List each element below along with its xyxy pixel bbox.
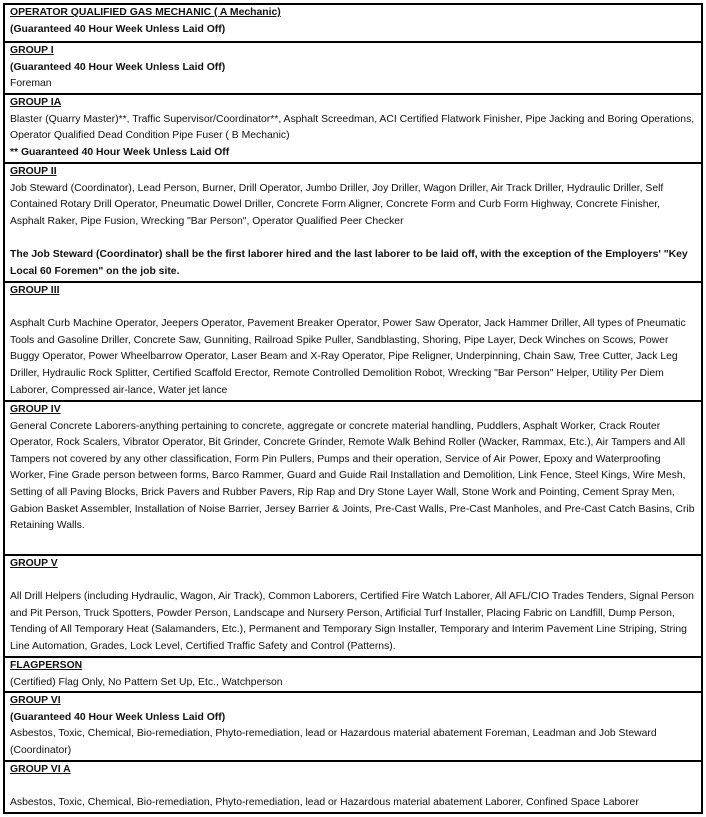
section-flagperson: [5, 656, 701, 691]
section-title: GROUP II: [10, 166, 57, 177]
section-note: The Job Steward (Coordinator) shall be the first laborer hired and the last laborer to be laid off, with the exception of the Employers' "Key Local 60 Foremen" on the job site.: [10, 248, 688, 277]
section-text: Asbestos, Toxic, Chemical, Bio-remediation, Phyto-remediation, lead or Hazardous material abatement Laborer, Confined Space Laborer: [10, 797, 639, 809]
section-group-5: [5, 554, 701, 656]
section-text: All Drill Helpers (including Hydraulic, Wagon, Air Track), Common Laborers, Certified Fire Watch Laborer, All AFL/CIO Trades Tenders, Signal Person and Pit Person, Truck Spotters, Powder Person, Landscape and Nursery Person, Artificial Turf Installer, Placing Fabric on Landfill, Dump Person, Tending of All Temporary Heat (Salamanders, Etc.), Permanent and Temporary Sign Installer, Temporary and Interim Pavement Line Striping, String Line Automation, Grades, Lock Level, Certified Traffic Safety and Control (Patterns).: [10, 591, 694, 652]
section-group-3: [5, 281, 701, 400]
section-text: Foreman: [10, 78, 52, 90]
section-group-4: [5, 400, 701, 554]
section-note: (Guaranteed 40 Hour Week Unless Laid Off): [10, 711, 226, 723]
section-title: FLAGPERSON: [10, 660, 83, 671]
section-text: General Concrete Laborers-anything pertaining to concrete, aggregate or concrete material handling, Puddlers, Asphalt Worker, Crack Router Operator, Rock Scalers, Vibrator Operator, Bit Grinder, Concrete Grinder, Remote Walk Behind Roller (Wacker, Rammax, Etc.), Air Tampers and All Tampers not covered by any other classification, Form Pin Pullers, Pumps and their operation, Service of Air Power, Epoxy and Waterproofing Worker, Fine Grade person between forms, Barco Rammer, Guard and Guide Rail Installation and Demolition, Link Fence, Steel Kings, Wire Mesh, Setting of all Paving Blocks, Brick Pavers and Rubber Pavers, Rip Rap and Dry Stone Layer Wall, Stone Work and Pointing, Cement Spray Men, Gabion Basket Assembler, Installation of Noise Barrier, Jersey Barrier & Joints, Pre-Cast Walls, Pre-Cast Manholes, and Pre-Cast Catch Basins, Crib Retaining Walls.: [10, 420, 695, 532]
section-note: ** Guaranteed 40 Hour Week Unless Laid Off: [10, 146, 230, 158]
section-group-6: [5, 691, 701, 760]
section-title: GROUP V: [10, 558, 58, 569]
section-group-1a: [5, 93, 701, 162]
section-title: GROUP IA: [10, 97, 62, 108]
section-text: (Certified) Flag Only, No Pattern Set Up, Etc., Watchperson: [10, 676, 283, 688]
section-title: OPERATOR QUALIFIED GAS MECHANIC ( A Mechanic): [10, 7, 281, 18]
section-text: Asbestos, Toxic, Chemical, Bio-remediation, Phyto-remediation, lead or Hazardous material abatement Foreman, Leadman and Job Steward (Coordinator): [10, 728, 657, 756]
section-text: Job Steward (Coordinator), Lead Person, Burner, Drill Operator, Jumbo Driller, Joy Driller, Wagon Driller, Air Track Driller, Hydraulic Driller, Self Contained Rotary Drill Operator, Pneumatic Dowel Driller, Concrete Form Aligner, Concrete Form and Curb Form Highway, Concrete Finisher, Asphalt Raker, Pipe Fusion, Wrecking "Bar Person", Operator Qualified Peer Checker: [10, 182, 664, 227]
section-title: GROUP IV: [10, 404, 61, 415]
section-title: GROUP VI: [10, 695, 61, 706]
section-gas-mechanic: [5, 5, 701, 41]
section-note: (Guaranteed 40 Hour Week Unless Laid Off): [10, 61, 226, 73]
section-group-1: [5, 41, 701, 93]
section-group-2: [5, 162, 701, 281]
section-title: GROUP III: [10, 285, 60, 296]
section-note: (Guaranteed 40 Hour Week Unless Laid Off): [10, 23, 226, 35]
section-title: GROUP VI A: [10, 764, 71, 775]
section-group-6a: [5, 760, 701, 812]
section-text: Asphalt Curb Machine Operator, Jeepers Operator, Pavement Breaker Operator, Power Saw Operator, Jack Hammer Driller, All types of Pneumatic Tools and Gasoline Driller, Concrete Saw, Gunniting, Railroad Spike Puller, Sandblasting, Shoring, Pipe Layer, Deck Winches on Scows, Power Buggy Operator, Power Wheelbarrow Operator, Laser Beam and X-Ray Operator, Pipe Religner, Underpinning, Chain Saw, Tree Cutter, Jack Leg Driller, Hydraulic Rock Splitter, Certified Scaffold Erector, Remote Controlled Demolition Robot, Wrecking "Bar Person" Helper, Utility Per Diem Laborer, Compressed air-lance, Water jet lance: [10, 318, 686, 396]
section-title: GROUP I: [10, 45, 54, 56]
section-text: Blaster (Quarry Master)**, Traffic Supervisor/Coordinator**, Asphalt Screedman, ACI Certified Flatwork Finisher, Pipe Jacking and Boring Operations, Operator Qualified Dead Condition Pipe Fuser ( B Mechanic): [10, 113, 695, 142]
classification-document: [3, 3, 703, 814]
